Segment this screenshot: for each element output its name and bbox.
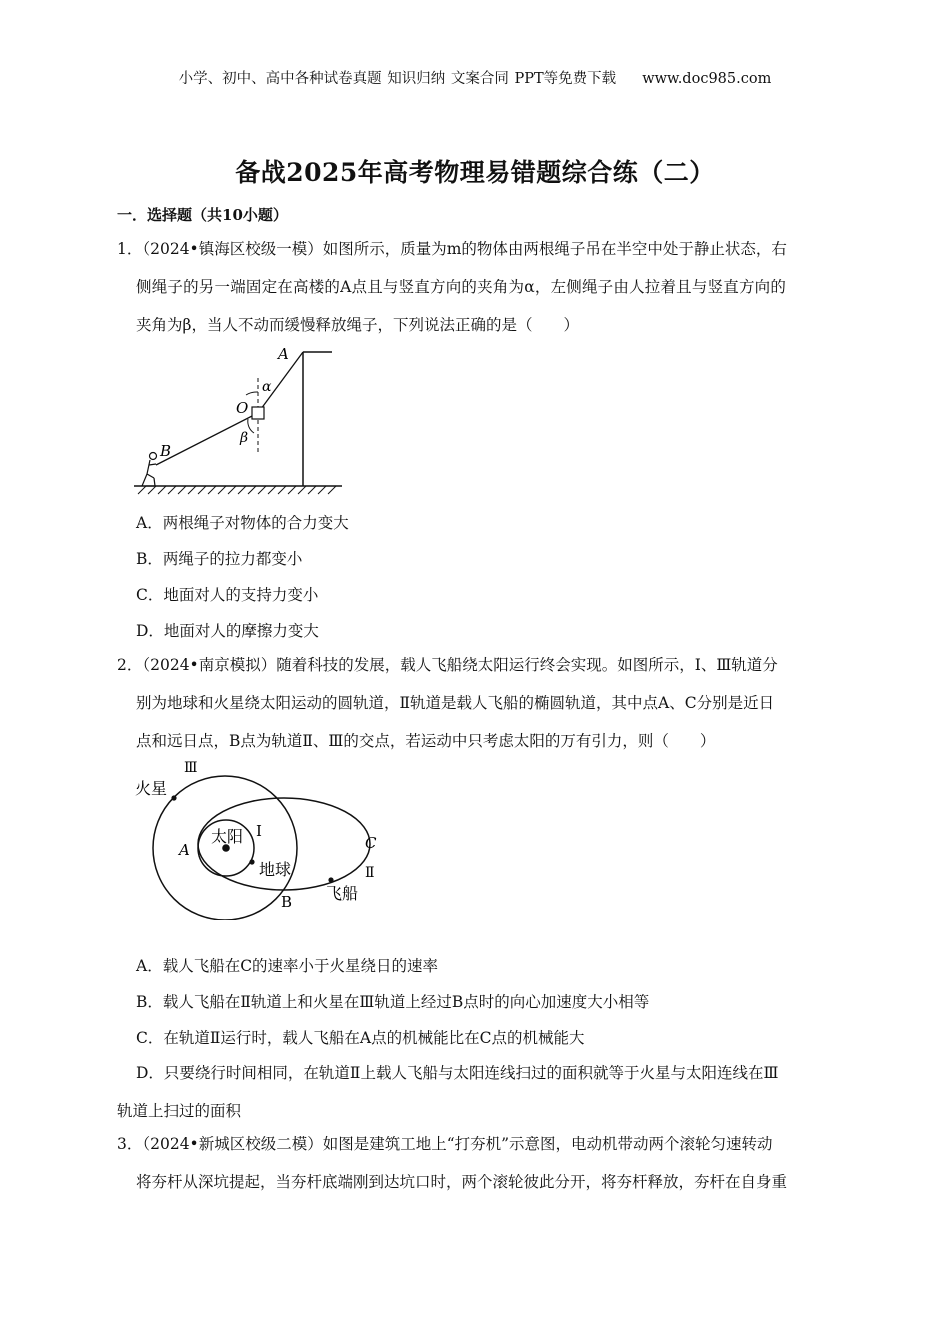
q2-label-mars: 火星 (135, 779, 168, 798)
header-text: 小学、初中、高中各种试卷真题 知识归纳 文案合同 PPT等免费下载 (178, 71, 617, 87)
q1-line-3: 夹角为β，当人不动而缓慢释放绳子，下列说法正确的是（ ） (136, 316, 579, 334)
q2-label-ship: 飞船 (326, 884, 359, 903)
q2-label-a: A (179, 841, 190, 859)
ship-dot (328, 877, 333, 882)
q3-line-2: 将夯杆从深坑提起，当夯杆底端刚到达坑口时，两个滚轮彼此分开，将夯杆释放，夯杆在自身重 (136, 1173, 788, 1191)
q2-line-2: 别为地球和火星绕太阳运动的圆轨道，Ⅱ轨道是载人飞船的椭圆轨道，其中点A、C分别是近日 (136, 694, 775, 712)
q1-figure-rope-diagram (128, 340, 358, 500)
q1-label-alpha: α (262, 379, 272, 395)
q1-option-a[interactable]: A．两根绳子对物体的合力变大 (136, 514, 349, 532)
q2-option-a[interactable]: A．载人飞船在C的速率小于火星绕日的速率 (136, 957, 439, 975)
q2-option-d-continued: 轨道上扫过的面积 (117, 1102, 242, 1120)
section-heading: 一．选择题（共10小题） (117, 206, 288, 224)
q2-label-sun: 太阳 (211, 827, 244, 846)
q2-label-earth: 地球 (259, 860, 292, 879)
q2-label-i: Ⅰ (256, 822, 262, 840)
q1-label-o: O (236, 399, 249, 417)
q3-line-1: 3．（2024•新城区校级二模）如图是建筑工地上“打夯机”示意图，电动机带动两个滚轮匀速转动 (117, 1135, 773, 1153)
q1-label-a: A (278, 345, 289, 363)
q2-label-ii: Ⅱ (365, 865, 375, 881)
q2-option-b[interactable]: B．载人飞船在Ⅱ轨道上和火星在Ⅲ轨道上经过B点时的向心加速度大小相等 (136, 993, 650, 1011)
q1-label-beta: β (240, 430, 249, 446)
q2-label-b: B (281, 893, 293, 911)
q2-line-1: 2．（2024•南京模拟）随着科技的发展，载人飞船绕太阳运行终会实现。如图所示，Ⅰ、Ⅲ轨道分 (117, 656, 778, 674)
page-header (0, 67, 950, 88)
q1-line-1: 1．（2024•镇海区校级一模）如图所示，质量为m的物体由两根绳子吊在半空中处于静止状态，右 (117, 240, 787, 258)
q1-label-b: B (160, 442, 172, 460)
q2-figure-orbit-diagram (128, 758, 390, 920)
q2-label-iii: Ⅲ (184, 760, 198, 776)
q1-option-b[interactable]: B．两绳子的拉力都变小 (136, 550, 303, 568)
mars-dot (171, 795, 176, 800)
q1-option-d[interactable]: D．地面对人的摩擦力变大 (136, 622, 319, 640)
header-url[interactable]: www.doc985.com (642, 71, 772, 87)
q1-line-2: 侧绳子的另一端固定在高楼的A点且与竖直方向的夹角为α，左侧绳子由人拉着且与竖直方向的 (136, 278, 787, 296)
q2-label-c: C (365, 834, 377, 852)
q1-person-icon (142, 453, 157, 487)
q2-line-3: 点和远日点，B点为轨道Ⅱ、Ⅲ的交点，若运动中只考虑太阳的万有引力，则（ ） (136, 732, 716, 750)
q2-option-c[interactable]: C．在轨道Ⅱ运行时，载人飞船在A点的机械能比在C点的机械能大 (136, 1029, 585, 1047)
page-title: 备战2025年高考物理易错题综合练（二） (235, 158, 715, 187)
earth-dot (249, 859, 254, 864)
q2-option-d[interactable]: D．只要绕行时间相同，在轨道Ⅱ上载人飞船与太阳连线扫过的面积就等于火星与太阳连线在Ⅲ (136, 1064, 779, 1082)
q1-option-c[interactable]: C．地面对人的支持力变小 (136, 586, 319, 604)
